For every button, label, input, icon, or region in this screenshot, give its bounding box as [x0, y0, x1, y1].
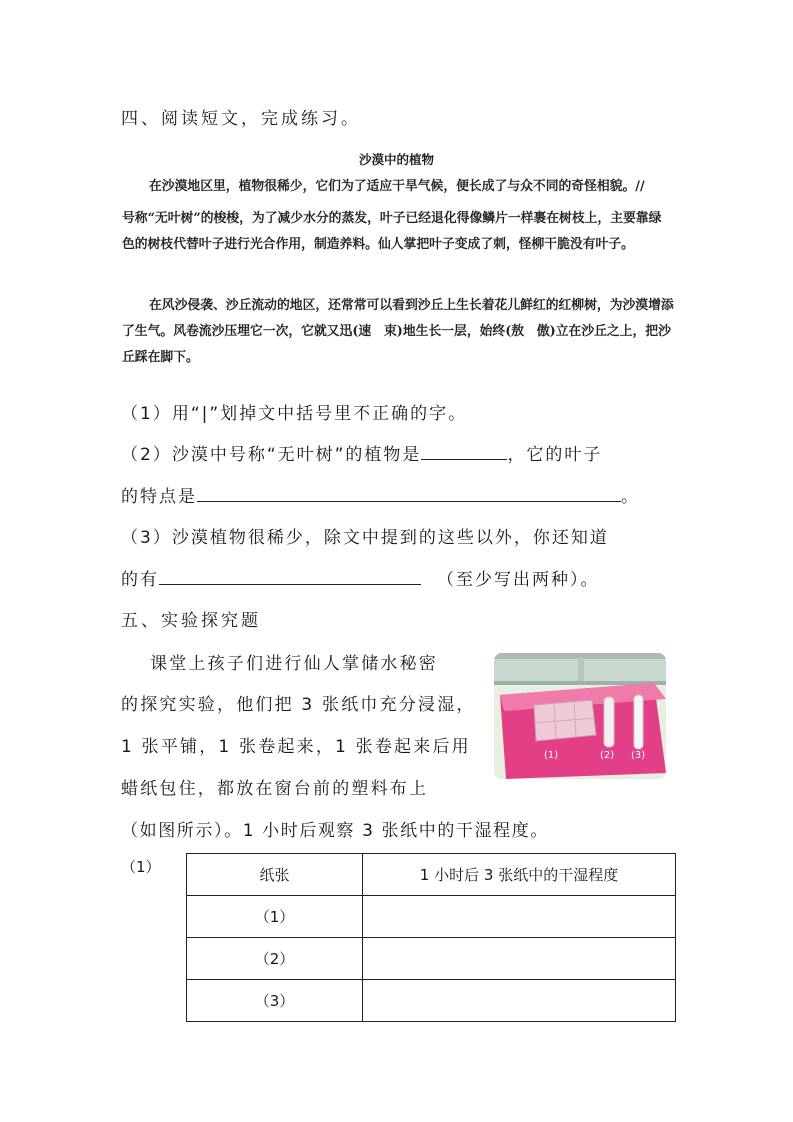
question-1: （1）用“|”划掉文中括号里不正确的字。: [121, 404, 468, 424]
section-5-title: 五、实验探究题: [121, 611, 261, 631]
table-row: [187, 938, 676, 980]
answer-blank-plant[interactable]: [421, 441, 507, 460]
header-dryness: 1 小时后 3 张纸中的干湿程度: [363, 854, 676, 896]
answer-cell-3[interactable]: [363, 980, 676, 1022]
header-paper: 纸张: [187, 854, 363, 896]
experiment-line-1: 课堂上孩子们进行仙人掌储水秘密: [150, 654, 438, 674]
photo-label-3: (3): [631, 750, 646, 761]
photo-label-2: (2): [600, 750, 615, 761]
table-question-number: （1）: [121, 858, 161, 876]
question-3-label: 的有: [121, 570, 159, 590]
row-label-1: （1）: [187, 896, 363, 938]
answer-cell-2[interactable]: [363, 938, 676, 980]
experiment-photo: [494, 653, 666, 779]
table-header-row: [187, 854, 676, 896]
answer-blank-leaf-feature[interactable]: [197, 483, 621, 502]
experiment-line-2: 的探究实验，他们把 3 张纸巾充分浸湿，: [121, 695, 476, 715]
experiment-line-5: （如图所示）。1 小时后观察 3 张纸中的干湿程度。: [121, 821, 549, 841]
table-row: [187, 980, 676, 1022]
question-2-period: 。: [621, 487, 640, 507]
passage-paragraph-1: 在沙漠地区里，植物很稀少，它们为了适应干旱气候，便长成了与众不同的奇怪相貌。//: [149, 179, 645, 194]
question-3-hint: （至少写出两种）。: [437, 570, 600, 590]
question-2-line-2: [121, 482, 640, 507]
passage-paragraph-3: 在风沙侵袭、沙丘流动的地区，还常常可以看到沙丘上生长着花儿鲜红的红柳树，为沙漠增添了生气。风卷流沙压埋它一次，它就又迅(速 束)地生长一层，始终(敖 傲)立在沙丘之上，把沙丘踩在脚下。: [122, 298, 674, 365]
row-label-3: （3）: [187, 980, 363, 1022]
experiment-line-4: 蜡纸包住，都放在窗台前的塑料布上: [121, 779, 429, 799]
passage-title: 沙漠中的植物: [358, 152, 434, 167]
question-2-line-1: [121, 440, 602, 465]
question-3-line-1: （3）沙漠植物很稀少，除文中提到的这些以外，你还知道: [121, 528, 609, 548]
answer-cell-1[interactable]: [363, 896, 676, 938]
row-label-2: （2）: [187, 938, 363, 980]
passage-paragraph-2: 号称“无叶树”的梭梭，为了减少水分的蒸发，叶子已经退化得像鳞片一样裹在树枝上，主要靠绿色的树枝代替叶子进行光合作用，制造养料。仙人掌把叶子变成了刺，怪柳干脆没有叶子。: [122, 211, 662, 252]
observation-table: [186, 853, 676, 1022]
table-row: [187, 896, 676, 938]
question-2-feature-label: 的特点是: [121, 487, 197, 507]
section-4-title: 四、阅读短文，完成练习。: [121, 109, 361, 129]
question-2-text: （2）沙漠中号称“无叶树”的植物是: [121, 445, 422, 465]
question-2-text-tail: ，它的叶子: [507, 445, 603, 465]
question-3-line-2: [121, 565, 600, 590]
experiment-line-3: 1 张平铺，1 张卷起来，1 张卷起来后用: [121, 737, 471, 757]
answer-blank-plants[interactable]: [159, 566, 421, 585]
photo-label-1: (1): [544, 750, 559, 761]
